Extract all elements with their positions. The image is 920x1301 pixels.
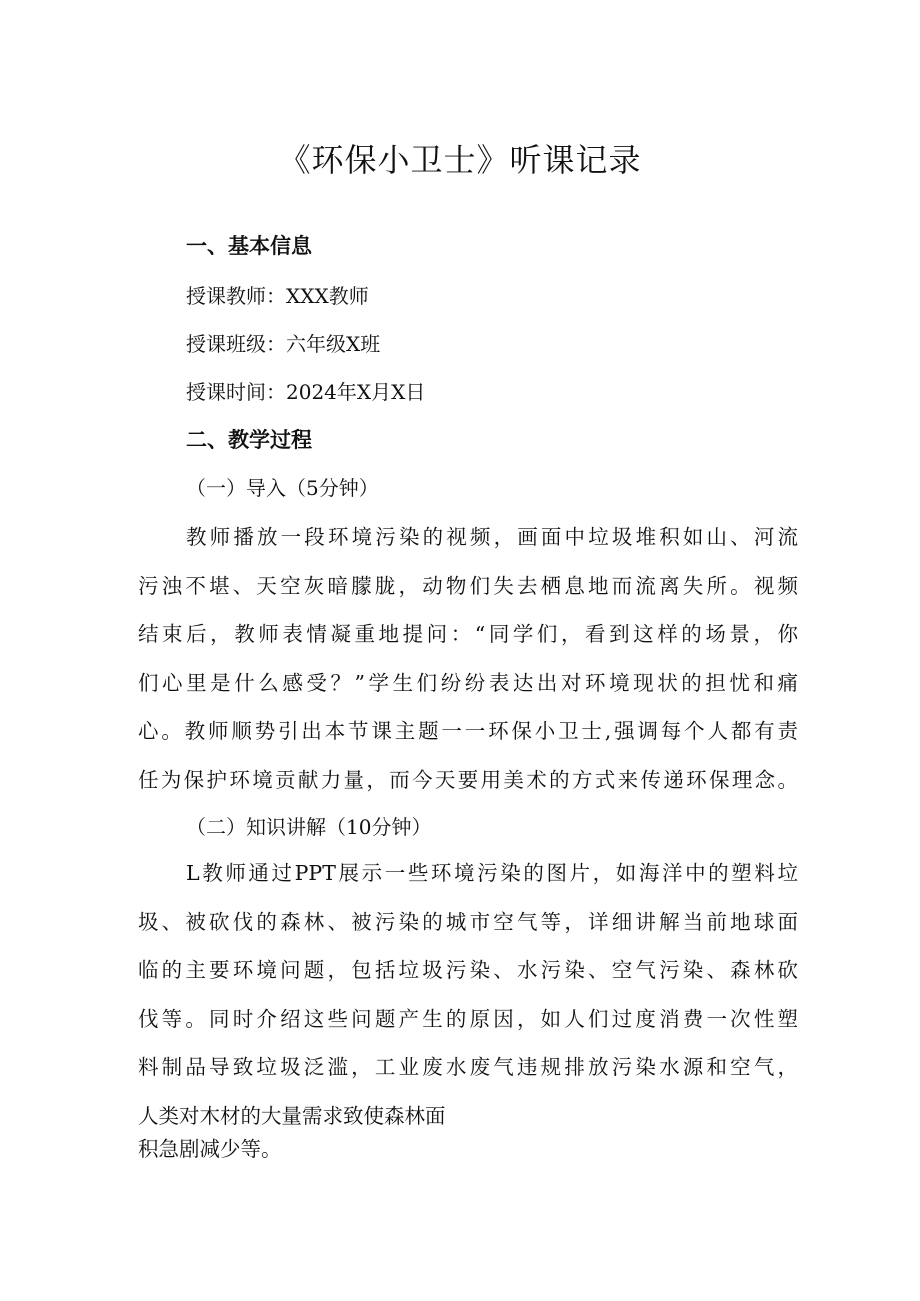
info-teacher: 授课教师：XXX教师 [186, 284, 369, 308]
paragraph-line: 临的主要环境问题，包括垃圾污染、水污染、空气污染、森林砍 [138, 958, 798, 982]
paragraph-line: 伐等。同时介绍这些问题产生的原因，如人们过度消费一次性塑 [138, 1006, 798, 1031]
info-class: 授课班级：六年级X班 [186, 332, 381, 356]
paragraph-line: 结束后，教师表情凝重地提问：“同学们，看到这样的场景，你 [138, 622, 798, 646]
paragraph-tail-line: 积急剧减少等。 [138, 1137, 282, 1161]
paragraph-line: 污浊不堪、天空灰暗朦胧，动物们失去栖息地而流离失所。视频 [138, 573, 798, 598]
subsection-heading-knowledge: （二）知识讲解（10分钟） [186, 815, 432, 839]
paragraph-line: 料制品导致垃圾泛滥，工业废水废气违规排放污染水源和空气， [138, 1055, 798, 1079]
paragraph-tail-line: 人类对木材的大量需求致使森林面 [138, 1104, 446, 1128]
subsection-heading-intro: （一）导入（5分钟） [186, 476, 379, 500]
paragraph-line: 任为保护环境贡献力量，而今天要用美术的方式来传递环保理念。 [138, 767, 798, 792]
paragraph-intro [138, 513, 798, 804]
paragraph-line: 圾、被砍伐的森林、被污染的城市空气等，详细讲解当前地球面 [138, 909, 798, 934]
section-heading-basic-info: 一、基本信息 [186, 234, 312, 258]
document-title: 《环保小卫士》听课记录 [278, 141, 642, 179]
info-time: 授课时间：2024年X月X日 [186, 380, 426, 404]
section-heading-teaching-process: 二、教学过程 [186, 428, 312, 452]
paragraph-line: 们心里是什么感受？”学生们纷纷表达出对环境现状的担忧和痛 [138, 670, 798, 695]
paragraph-line: 教师播放一段环境污染的视频，画面中垃圾堆积如山、河流 [186, 525, 798, 549]
paragraph-line: 心。教师顺势引出本节课主题一一环保小卫士,强调每个人都有责 [138, 719, 798, 743]
paragraph-line: L教师通过PPT展示一些环境污染的图片，如海洋中的塑料垃 [186, 861, 798, 885]
paragraph-knowledge [138, 849, 798, 1092]
